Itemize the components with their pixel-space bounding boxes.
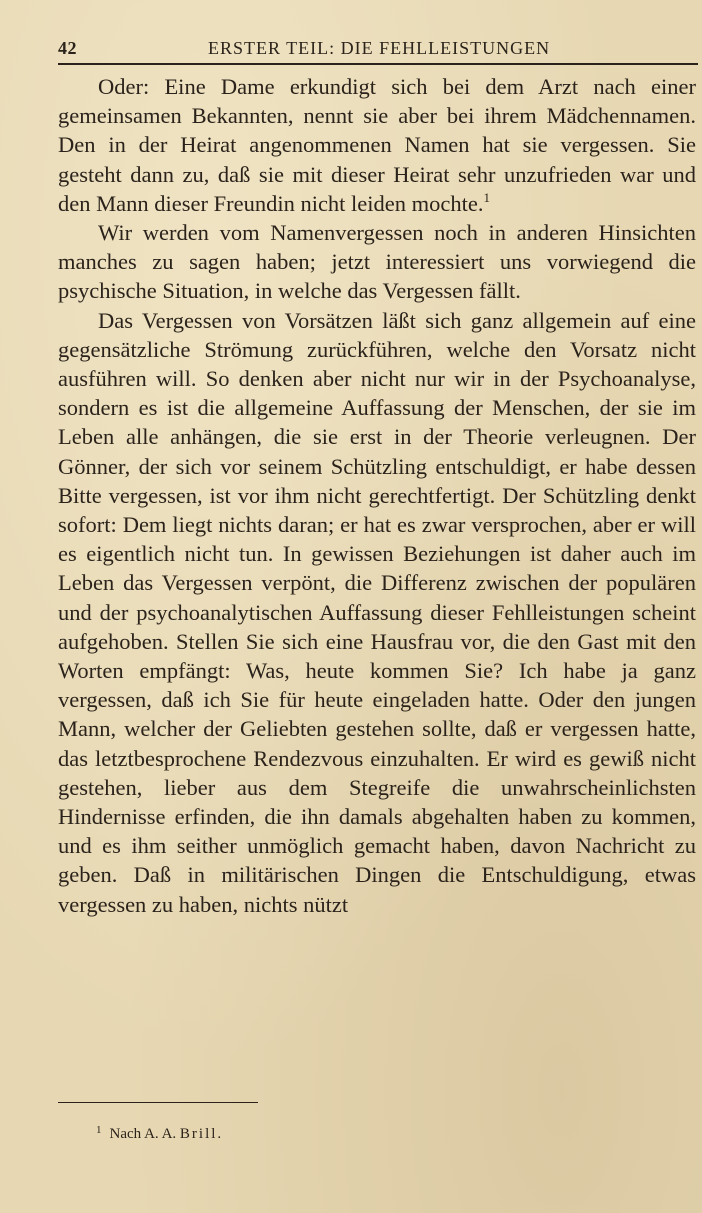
paragraph-1	[58, 72, 696, 218]
paragraph-3	[58, 306, 696, 919]
footnote-rule	[58, 1102, 258, 1103]
paragraph-3-text: Das Vergessen von Vorsätzen läßt sich ganz allgemein auf eine gegensätzliche Strömung zurückführen, welche den Vorsatz nicht ausführen will. So denken aber nicht nur wir in der Psychoanalyse, sondern es ist die allgemeine Auffassung der Menschen, der sie im Leben alle anhängen, die sie erst in der Theorie verleugnen. Der Gönner, der sich vor seinem Schützling entschuldigt, er habe dessen Bitte vergessen, ist vor ihm nicht gerechtfertigt. Der Schützling denkt sofort: Dem liegt nichts daran; er hat es zwar versprochen, aber er will es eigentlich nicht tun. In gewissen Beziehungen ist daher auch im Leben das Vergessen verpönt, die Differenz zwischen der populären und der psychoanalytischen Auffassung dieser Fehlleistungen scheint aufgehoben. Stellen Sie sich eine Hausfrau vor, die den Gast mit den Worten empfängt: Was, heute kommen Sie? Ich habe ja ganz vergessen, daß ich Sie für heute eingeladen hatte. Oder den jungen Mann, welcher der Geliebten gestehen sollte, daß er vergessen hatte, das letztbesprochene Rendezvous einzuhalten. Er wird es gewiß nicht gestehen, lieber aus dem Stegreife die unwahrscheinlichsten Hindernisse erfinden, die ihn damals abgehalten haben zu kommen, und es ihm seither unmöglich gemacht haben, davon Nachricht zu geben. Daß in militärischen Dingen die Entschuldigung, etwas vergessen zu haben, nichts nützt	[58, 307, 696, 917]
running-title: ERSTER TEIL: DIE FEHLLEISTUNGEN	[208, 38, 551, 58]
running-head	[58, 38, 698, 64]
paragraph-2	[58, 218, 696, 306]
header-rule	[58, 63, 698, 65]
paragraph-2-text: Wir werden vom Namenvergessen noch in anderen Hinsichten manches zu sagen haben; jetzt interessiert uns vorwiegend die psychische Situation, in welche das Vergessen fällt.	[58, 220, 696, 304]
footnote-author: Brill.	[179, 1126, 224, 1142]
footnote-text: Nach A. A.	[109, 1126, 177, 1142]
paragraph-1-text: Oder: Eine Dame erkundigt sich bei dem Arzt nach einer gemeinsamen Bekannten, nennt sie aber bei ihrem Mädchennamen. Den in der Heirat angenommenen Namen hat sie vergessen. Sie gesteht dann zu, daß sie mit dieser Heirat sehr unzufrieden war und den Mann dieser Freundin nicht leiden mochte.	[58, 74, 696, 216]
footnote-reference: 1	[483, 189, 491, 205]
page-number: 42	[58, 38, 77, 58]
footnote	[96, 1124, 223, 1143]
body-text	[58, 72, 696, 919]
footnote-mark: 1	[96, 1124, 102, 1136]
